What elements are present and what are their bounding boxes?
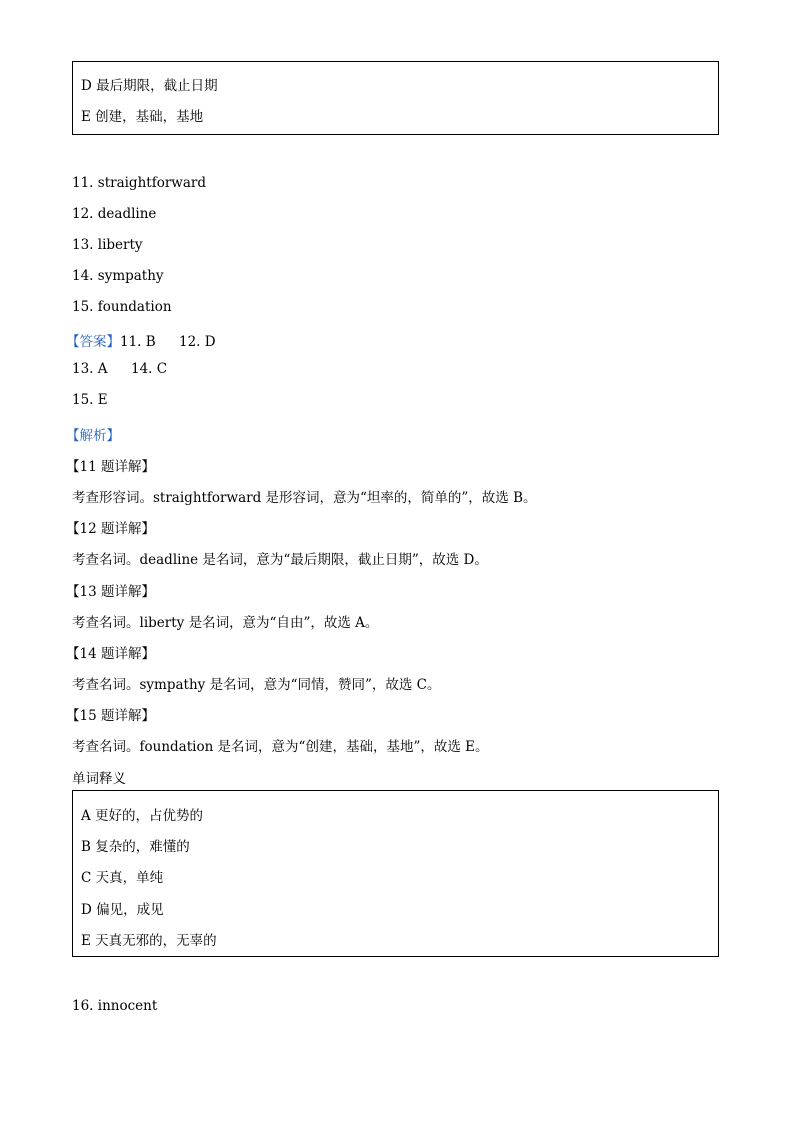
definition-e: E 创建，基础，基地 [81,109,204,125]
question-13: 13. liberty [72,237,143,253]
definition-e: E 天真无邪的，无辜的 [81,933,217,949]
answer-row-1 [66,330,216,350]
question-11: 11. straightforward [72,175,206,191]
answer-item: 14. C [131,361,168,377]
question-14: 14. sympathy [72,268,164,284]
explanation-heading-14: 【14 题详解】 [66,646,155,662]
explanation-text-11: 考查形容词。straightforward 是形容词，意为“坦率的，简单的”，故选 B。 [72,490,537,506]
definitions-box-bottom [72,790,719,957]
explanation-heading-13: 【13 题详解】 [66,584,155,600]
explanation-heading-12: 【12 题详解】 [66,521,155,537]
explanation-text-12: 考查名词。deadline 是名词，意为“最后期限，截止日期”，故选 D。 [72,552,488,568]
explanation-heading-15: 【15 题详解】 [66,708,155,724]
question-12: 12. deadline [72,206,157,222]
analysis-label: 【解析】 [66,428,120,444]
answer-row-3 [72,392,108,408]
question-15: 15. foundation [72,299,172,315]
answer-row-2 [72,361,167,377]
answer-label: 【答案】 [66,334,120,350]
definition-c: C 天真，单纯 [81,870,164,886]
definition-d: D 最后期限，截止日期 [81,78,218,94]
answer-item: 15. E [72,392,108,408]
definition-a: A 更好的，占优势的 [81,808,204,824]
question-16: 16. innocent [72,998,158,1014]
definition-b: B 复杂的，难懂的 [81,839,190,855]
vocab-label: 单词释义 [72,771,126,787]
explanation-heading-11: 【11 题详解】 [66,459,155,475]
definition-d: D 偏见，成见 [81,902,164,918]
definitions-box-top [72,61,719,135]
explanation-text-14: 考查名词。sympathy 是名词，意为“同情，赞同”，故选 C。 [72,677,441,693]
explanation-text-15: 考查名词。foundation 是名词，意为“创建，基础，基地”，故选 E。 [72,739,489,755]
answer-item: 11. B [120,334,156,350]
answer-item: 13. A [72,361,108,377]
explanation-text-13: 考查名词。liberty 是名词，意为“自由”，故选 A。 [72,615,379,631]
answer-item: 12. D [179,334,216,350]
